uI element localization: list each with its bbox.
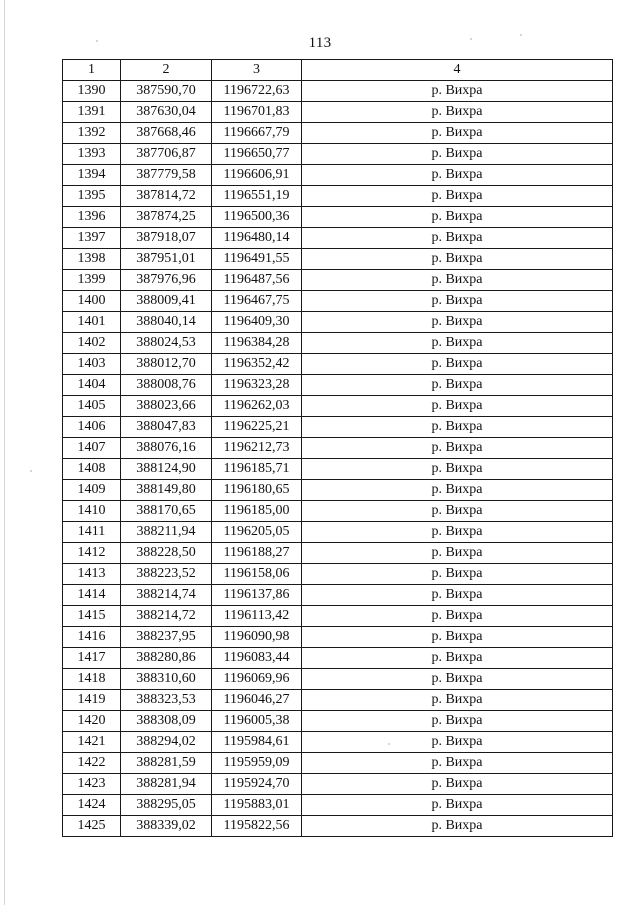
- cell-description: р. Вихра: [302, 564, 613, 585]
- cell-description: р. Вихра: [302, 480, 613, 501]
- cell-description: р. Вихра: [302, 270, 613, 291]
- table-row: [63, 669, 613, 690]
- cell-y-coordinate: 1195984,61: [212, 732, 302, 753]
- cell-x-coordinate: 388223,52: [121, 564, 212, 585]
- table-row: [63, 186, 613, 207]
- table-row: [63, 144, 613, 165]
- scan-edge-line: [4, 0, 5, 905]
- cell-point-number: 1415: [63, 606, 121, 627]
- column-header-y: 3: [212, 60, 302, 81]
- cell-y-coordinate: 1196205,05: [212, 522, 302, 543]
- cell-x-coordinate: 387814,72: [121, 186, 212, 207]
- table-row: [63, 480, 613, 501]
- cell-point-number: 1398: [63, 249, 121, 270]
- cell-y-coordinate: 1195883,01: [212, 795, 302, 816]
- cell-description: р. Вихра: [302, 711, 613, 732]
- table-row: [63, 354, 613, 375]
- cell-description: р. Вихра: [302, 669, 613, 690]
- cell-point-number: 1412: [63, 543, 121, 564]
- cell-point-number: 1418: [63, 669, 121, 690]
- cell-y-coordinate: 1196158,06: [212, 564, 302, 585]
- page-number: 113: [308, 35, 332, 51]
- cell-point-number: 1395: [63, 186, 121, 207]
- cell-y-coordinate: 1196046,27: [212, 690, 302, 711]
- cell-point-number: 1404: [63, 375, 121, 396]
- cell-x-coordinate: 388228,50: [121, 543, 212, 564]
- table-row: [63, 270, 613, 291]
- cell-y-coordinate: 1196467,75: [212, 291, 302, 312]
- cell-y-coordinate: 1195959,09: [212, 753, 302, 774]
- cell-description: р. Вихра: [302, 333, 613, 354]
- cell-x-coordinate: 388124,90: [121, 459, 212, 480]
- cell-point-number: 1408: [63, 459, 121, 480]
- cell-y-coordinate: 1196650,77: [212, 144, 302, 165]
- cell-x-coordinate: 387976,96: [121, 270, 212, 291]
- column-header-number: 1: [63, 60, 121, 81]
- cell-point-number: 1419: [63, 690, 121, 711]
- cell-y-coordinate: 1196323,28: [212, 375, 302, 396]
- cell-point-number: 1401: [63, 312, 121, 333]
- cell-y-coordinate: 1196185,71: [212, 459, 302, 480]
- cell-y-coordinate: 1196606,91: [212, 165, 302, 186]
- cell-point-number: 1414: [63, 585, 121, 606]
- cell-description: р. Вихра: [302, 690, 613, 711]
- coordinates-table: [62, 59, 613, 837]
- table-row: [63, 249, 613, 270]
- table-row: [63, 438, 613, 459]
- column-header-description: 4: [302, 60, 613, 81]
- cell-point-number: 1411: [63, 522, 121, 543]
- cell-x-coordinate: 388009,41: [121, 291, 212, 312]
- cell-x-coordinate: 388339,02: [121, 816, 212, 837]
- cell-y-coordinate: 1196137,86: [212, 585, 302, 606]
- cell-point-number: 1405: [63, 396, 121, 417]
- cell-x-coordinate: 388008,76: [121, 375, 212, 396]
- cell-y-coordinate: 1196352,42: [212, 354, 302, 375]
- cell-y-coordinate: 1196500,36: [212, 207, 302, 228]
- cell-x-coordinate: 388281,94: [121, 774, 212, 795]
- table-row: [63, 312, 613, 333]
- cell-description: р. Вихра: [302, 375, 613, 396]
- cell-y-coordinate: 1196262,03: [212, 396, 302, 417]
- table-row: [63, 102, 613, 123]
- table-row: [63, 459, 613, 480]
- cell-point-number: 1394: [63, 165, 121, 186]
- cell-point-number: 1423: [63, 774, 121, 795]
- cell-description: р. Вихра: [302, 102, 613, 123]
- cell-point-number: 1409: [63, 480, 121, 501]
- table-row: [63, 711, 613, 732]
- table-body: [63, 81, 613, 837]
- cell-point-number: 1424: [63, 795, 121, 816]
- cell-y-coordinate: 1196551,19: [212, 186, 302, 207]
- cell-description: р. Вихра: [302, 774, 613, 795]
- cell-x-coordinate: 388295,05: [121, 795, 212, 816]
- cell-point-number: 1421: [63, 732, 121, 753]
- cell-y-coordinate: 1196069,96: [212, 669, 302, 690]
- cell-point-number: 1397: [63, 228, 121, 249]
- cell-y-coordinate: 1196188,27: [212, 543, 302, 564]
- cell-point-number: 1393: [63, 144, 121, 165]
- cell-y-coordinate: 1196701,83: [212, 102, 302, 123]
- cell-point-number: 1410: [63, 501, 121, 522]
- cell-y-coordinate: 1196083,44: [212, 648, 302, 669]
- cell-description: р. Вихра: [302, 81, 613, 102]
- cell-x-coordinate: 388308,09: [121, 711, 212, 732]
- cell-x-coordinate: 388047,83: [121, 417, 212, 438]
- cell-x-coordinate: 387951,01: [121, 249, 212, 270]
- cell-x-coordinate: 388211,94: [121, 522, 212, 543]
- cell-y-coordinate: 1196005,38: [212, 711, 302, 732]
- cell-description: р. Вихра: [302, 186, 613, 207]
- cell-x-coordinate: 388024,53: [121, 333, 212, 354]
- cell-x-coordinate: 388294,02: [121, 732, 212, 753]
- table-header-row: [63, 60, 613, 81]
- cell-y-coordinate: 1196225,21: [212, 417, 302, 438]
- cell-x-coordinate: 388040,14: [121, 312, 212, 333]
- cell-description: р. Вихра: [302, 438, 613, 459]
- cell-description: р. Вихра: [302, 312, 613, 333]
- table-row: [63, 81, 613, 102]
- cell-point-number: 1425: [63, 816, 121, 837]
- cell-description: р. Вихра: [302, 459, 613, 480]
- table-row: [63, 627, 613, 648]
- cell-point-number: 1416: [63, 627, 121, 648]
- table-row: [63, 207, 613, 228]
- cell-y-coordinate: 1196090,98: [212, 627, 302, 648]
- cell-description: р. Вихра: [302, 753, 613, 774]
- cell-point-number: 1391: [63, 102, 121, 123]
- cell-x-coordinate: 388012,70: [121, 354, 212, 375]
- cell-point-number: 1400: [63, 291, 121, 312]
- cell-description: р. Вихра: [302, 228, 613, 249]
- table-row: [63, 228, 613, 249]
- cell-x-coordinate: 388310,60: [121, 669, 212, 690]
- table-row: [63, 165, 613, 186]
- table-row: [63, 375, 613, 396]
- table-row: [63, 564, 613, 585]
- cell-point-number: 1402: [63, 333, 121, 354]
- table-row: [63, 522, 613, 543]
- cell-description: р. Вихра: [302, 144, 613, 165]
- cell-y-coordinate: 1196491,55: [212, 249, 302, 270]
- cell-description: р. Вихра: [302, 816, 613, 837]
- cell-x-coordinate: 388237,95: [121, 627, 212, 648]
- cell-point-number: 1417: [63, 648, 121, 669]
- cell-y-coordinate: 1196384,28: [212, 333, 302, 354]
- table-row: [63, 333, 613, 354]
- cell-point-number: 1399: [63, 270, 121, 291]
- cell-description: р. Вихра: [302, 795, 613, 816]
- table-row: [63, 816, 613, 837]
- cell-y-coordinate: 1195924,70: [212, 774, 302, 795]
- table-row: [63, 690, 613, 711]
- cell-point-number: 1392: [63, 123, 121, 144]
- cell-x-coordinate: 387706,87: [121, 144, 212, 165]
- cell-x-coordinate: 388214,72: [121, 606, 212, 627]
- cell-x-coordinate: 388170,65: [121, 501, 212, 522]
- table-row: [63, 774, 613, 795]
- cell-y-coordinate: 1196113,42: [212, 606, 302, 627]
- cell-point-number: 1403: [63, 354, 121, 375]
- table-row: [63, 753, 613, 774]
- cell-x-coordinate: 388280,86: [121, 648, 212, 669]
- cell-description: р. Вихра: [302, 585, 613, 606]
- cell-description: р. Вихра: [302, 627, 613, 648]
- cell-y-coordinate: 1196185,00: [212, 501, 302, 522]
- cell-description: р. Вихра: [302, 291, 613, 312]
- column-header-x: 2: [121, 60, 212, 81]
- cell-point-number: 1413: [63, 564, 121, 585]
- cell-description: р. Вихра: [302, 732, 613, 753]
- cell-x-coordinate: 388281,59: [121, 753, 212, 774]
- cell-x-coordinate: 387668,46: [121, 123, 212, 144]
- cell-description: р. Вихра: [302, 207, 613, 228]
- cell-x-coordinate: 387874,25: [121, 207, 212, 228]
- cell-y-coordinate: 1196409,30: [212, 312, 302, 333]
- cell-point-number: 1407: [63, 438, 121, 459]
- cell-x-coordinate: 388023,66: [121, 396, 212, 417]
- scan-speck: [30, 470, 32, 472]
- cell-x-coordinate: 388076,16: [121, 438, 212, 459]
- cell-y-coordinate: 1196180,65: [212, 480, 302, 501]
- cell-description: р. Вихра: [302, 354, 613, 375]
- cell-x-coordinate: 388214,74: [121, 585, 212, 606]
- cell-y-coordinate: 1196487,56: [212, 270, 302, 291]
- table-row: [63, 648, 613, 669]
- table-row: [63, 123, 613, 144]
- cell-description: р. Вихра: [302, 501, 613, 522]
- cell-y-coordinate: 1196722,63: [212, 81, 302, 102]
- table-row: [63, 396, 613, 417]
- cell-description: р. Вихра: [302, 543, 613, 564]
- table-row: [63, 585, 613, 606]
- cell-description: р. Вихра: [302, 165, 613, 186]
- table-row: [63, 501, 613, 522]
- cell-description: р. Вихра: [302, 123, 613, 144]
- cell-point-number: 1396: [63, 207, 121, 228]
- table-row: [63, 795, 613, 816]
- table-row: [63, 543, 613, 564]
- cell-x-coordinate: 388323,53: [121, 690, 212, 711]
- cell-point-number: 1420: [63, 711, 121, 732]
- cell-x-coordinate: 387630,04: [121, 102, 212, 123]
- cell-description: р. Вихра: [302, 396, 613, 417]
- cell-x-coordinate: 387779,58: [121, 165, 212, 186]
- cell-description: р. Вихра: [302, 648, 613, 669]
- cell-x-coordinate: 387590,70: [121, 81, 212, 102]
- cell-point-number: 1422: [63, 753, 121, 774]
- cell-y-coordinate: 1196212,73: [212, 438, 302, 459]
- cell-description: р. Вихра: [302, 417, 613, 438]
- table-row: [63, 732, 613, 753]
- cell-y-coordinate: 1195822,56: [212, 816, 302, 837]
- cell-description: р. Вихра: [302, 606, 613, 627]
- cell-description: р. Вихра: [302, 249, 613, 270]
- cell-x-coordinate: 388149,80: [121, 480, 212, 501]
- table-row: [63, 417, 613, 438]
- table-row: [63, 606, 613, 627]
- cell-description: р. Вихра: [302, 522, 613, 543]
- table-row: [63, 291, 613, 312]
- cell-y-coordinate: 1196667,79: [212, 123, 302, 144]
- cell-point-number: 1406: [63, 417, 121, 438]
- cell-point-number: 1390: [63, 81, 121, 102]
- cell-x-coordinate: 387918,07: [121, 228, 212, 249]
- cell-y-coordinate: 1196480,14: [212, 228, 302, 249]
